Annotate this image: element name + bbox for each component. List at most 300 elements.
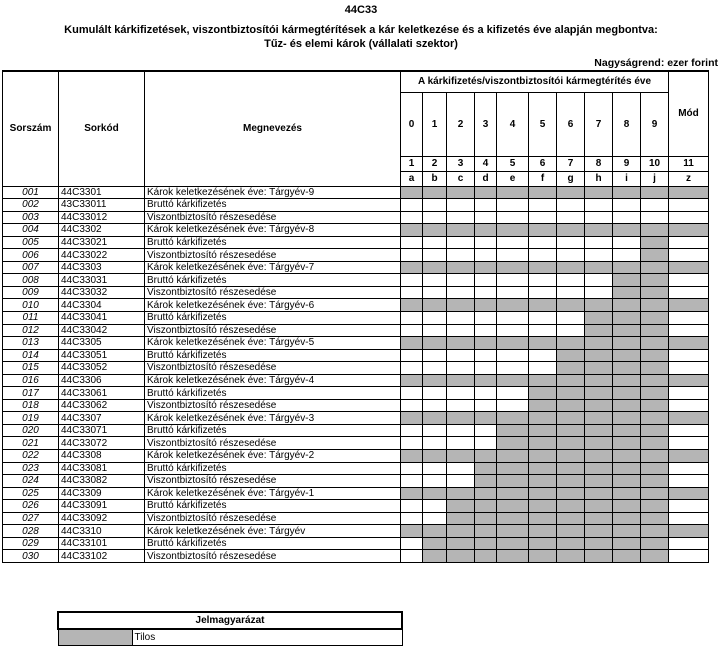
input-cell[interactable] — [497, 324, 529, 337]
input-cell[interactable] — [401, 311, 423, 324]
legend-title: Jelmagyarázat — [58, 612, 402, 629]
col-letter-b: b — [423, 171, 447, 186]
input-cell[interactable] — [497, 399, 529, 412]
input-cell[interactable] — [585, 236, 613, 249]
input-cell[interactable] — [669, 437, 709, 450]
row-label: Bruttó kárkifizetés — [145, 500, 401, 513]
forbidden-cell — [447, 500, 475, 513]
forbidden-cell — [557, 475, 585, 488]
input-cell[interactable] — [401, 424, 423, 437]
row-label: Károk keletkezésének éve: Tárgyév — [145, 525, 401, 538]
input-cell[interactable] — [447, 311, 475, 324]
forbidden-cell — [613, 299, 641, 312]
table-row — [3, 261, 709, 274]
input-cell[interactable] — [641, 199, 669, 212]
forbidden-cell — [529, 437, 557, 450]
input-cell[interactable] — [669, 311, 709, 324]
input-cell[interactable] — [669, 199, 709, 212]
input-cell[interactable] — [447, 236, 475, 249]
row-label: Viszontbiztosító részesedése — [145, 362, 401, 375]
input-cell[interactable] — [423, 500, 447, 513]
input-cell[interactable] — [401, 274, 423, 287]
forbidden-cell — [423, 487, 447, 500]
forbidden-cell — [613, 224, 641, 237]
forbidden-cell — [557, 399, 585, 412]
input-cell[interactable] — [529, 324, 557, 337]
input-cell[interactable] — [447, 399, 475, 412]
col-number-7: 7 — [557, 156, 585, 171]
table-row — [3, 249, 709, 262]
input-cell[interactable] — [423, 311, 447, 324]
row-code: 44C3304 — [59, 299, 145, 312]
row-number: 018 — [3, 399, 59, 412]
forbidden-cell — [585, 349, 613, 362]
input-cell[interactable] — [447, 199, 475, 212]
input-cell[interactable] — [401, 249, 423, 262]
input-cell[interactable] — [475, 274, 497, 287]
col-letter-z: z — [669, 171, 709, 186]
forbidden-cell — [641, 487, 669, 500]
input-cell[interactable] — [475, 199, 497, 212]
forbidden-cell — [585, 186, 613, 199]
input-cell[interactable] — [669, 286, 709, 299]
row-number: 030 — [3, 550, 59, 563]
col-number-3: 3 — [447, 156, 475, 171]
input-cell[interactable] — [475, 399, 497, 412]
input-cell[interactable] — [497, 311, 529, 324]
forbidden-cell — [613, 537, 641, 550]
forbidden-cell — [585, 224, 613, 237]
input-cell[interactable] — [497, 349, 529, 362]
forbidden-cell — [475, 525, 497, 538]
input-cell[interactable] — [529, 274, 557, 287]
input-cell[interactable] — [557, 274, 585, 287]
col-letter-a: a — [401, 171, 423, 186]
input-cell[interactable] — [423, 387, 447, 400]
row-code: 44C3308 — [59, 449, 145, 462]
row-code: 44C33052 — [59, 362, 145, 375]
forbidden-cell — [529, 399, 557, 412]
page-subtitle: Tűz- és elemi károk (vállalati szektor) — [264, 38, 458, 50]
forbidden-cell — [669, 186, 709, 199]
table-row — [3, 550, 709, 563]
forbidden-cell — [497, 462, 529, 475]
row-label: Bruttó kárkifizetés — [145, 387, 401, 400]
input-cell[interactable] — [669, 399, 709, 412]
forbidden-cell — [497, 424, 529, 437]
input-cell[interactable] — [447, 475, 475, 488]
forbidden-cell — [497, 537, 529, 550]
header-year-5: 5 — [529, 92, 557, 156]
row-code: 44C33031 — [59, 274, 145, 287]
input-cell[interactable] — [475, 249, 497, 262]
row-number: 027 — [3, 512, 59, 525]
table-row — [3, 449, 709, 462]
input-cell[interactable] — [447, 349, 475, 362]
forbidden-cell — [641, 249, 669, 262]
input-cell[interactable] — [613, 236, 641, 249]
input-cell[interactable] — [669, 274, 709, 287]
input-cell[interactable] — [669, 537, 709, 550]
row-label: Károk keletkezésének éve: Tárgyév-7 — [145, 261, 401, 274]
row-code: 44C33021 — [59, 236, 145, 249]
input-cell[interactable] — [423, 249, 447, 262]
forbidden-cell — [497, 437, 529, 450]
input-cell[interactable] — [447, 424, 475, 437]
input-cell[interactable] — [669, 211, 709, 224]
forbidden-cell — [529, 387, 557, 400]
input-cell[interactable] — [529, 211, 557, 224]
row-label: Viszontbiztosító részesedése — [145, 437, 401, 450]
forbidden-cell — [475, 475, 497, 488]
table-row — [3, 387, 709, 400]
header-megnevezes: Megnevezés — [145, 71, 401, 186]
input-cell[interactable] — [423, 437, 447, 450]
forbidden-cell — [613, 487, 641, 500]
row-label: Bruttó kárkifizetés — [145, 199, 401, 212]
input-cell[interactable] — [423, 512, 447, 525]
input-cell[interactable] — [557, 199, 585, 212]
row-code: 44C33032 — [59, 286, 145, 299]
forbidden-cell — [585, 374, 613, 387]
input-cell[interactable] — [641, 211, 669, 224]
header-year-8: 8 — [613, 92, 641, 156]
table-row — [3, 424, 709, 437]
forbidden-cell — [529, 512, 557, 525]
input-cell[interactable] — [447, 211, 475, 224]
forbidden-cell — [557, 224, 585, 237]
header-year-7: 7 — [585, 92, 613, 156]
forbidden-cell — [641, 449, 669, 462]
row-label: Károk keletkezésének éve: Tárgyév-3 — [145, 412, 401, 425]
input-cell[interactable] — [585, 249, 613, 262]
forbidden-cell — [497, 525, 529, 538]
forbidden-cell — [641, 362, 669, 375]
row-code: 44C3307 — [59, 412, 145, 425]
input-cell[interactable] — [447, 437, 475, 450]
input-cell[interactable] — [401, 349, 423, 362]
input-cell[interactable] — [669, 387, 709, 400]
forbidden-cell — [497, 299, 529, 312]
forbidden-cell — [641, 475, 669, 488]
row-label: Bruttó kárkifizetés — [145, 537, 401, 550]
header-sorkod: Sorkód — [59, 71, 145, 186]
data-table — [2, 70, 709, 563]
row-number: 006 — [3, 249, 59, 262]
forbidden-cell — [447, 337, 475, 350]
input-cell[interactable] — [423, 362, 447, 375]
row-code: 44C33081 — [59, 462, 145, 475]
forbidden-cell — [613, 286, 641, 299]
input-cell[interactable] — [475, 437, 497, 450]
forbidden-cell — [669, 374, 709, 387]
input-cell[interactable] — [529, 236, 557, 249]
forbidden-cell — [557, 186, 585, 199]
input-cell[interactable] — [447, 324, 475, 337]
forbidden-cell — [585, 299, 613, 312]
forbidden-cell — [641, 337, 669, 350]
forbidden-cell — [613, 311, 641, 324]
input-cell[interactable] — [613, 199, 641, 212]
input-cell[interactable] — [529, 349, 557, 362]
input-cell[interactable] — [557, 236, 585, 249]
input-cell[interactable] — [447, 286, 475, 299]
input-cell[interactable] — [475, 424, 497, 437]
forbidden-cell — [585, 512, 613, 525]
header-mod: Mód — [669, 71, 709, 156]
header-year-4: 4 — [497, 92, 529, 156]
input-cell[interactable] — [401, 512, 423, 525]
input-cell[interactable] — [401, 211, 423, 224]
input-cell[interactable] — [529, 199, 557, 212]
col-letter-i: i — [613, 171, 641, 186]
legend-label: Tilos — [132, 629, 402, 646]
input-cell[interactable] — [401, 462, 423, 475]
forbidden-cell — [613, 362, 641, 375]
forbidden-cell — [557, 437, 585, 450]
forbidden-cell — [475, 299, 497, 312]
input-cell[interactable] — [423, 462, 447, 475]
header-year-6: 6 — [557, 92, 585, 156]
forbidden-cell — [447, 412, 475, 425]
forbidden-cell — [557, 462, 585, 475]
forbidden-cell — [475, 374, 497, 387]
forbidden-cell — [475, 224, 497, 237]
input-cell[interactable] — [423, 286, 447, 299]
input-cell[interactable] — [669, 512, 709, 525]
input-cell[interactable] — [669, 236, 709, 249]
input-cell[interactable] — [497, 286, 529, 299]
input-cell[interactable] — [497, 211, 529, 224]
forbidden-cell — [529, 462, 557, 475]
input-cell[interactable] — [475, 311, 497, 324]
input-cell[interactable] — [423, 199, 447, 212]
input-cell[interactable] — [401, 550, 423, 563]
forbidden-cell — [585, 362, 613, 375]
row-number: 023 — [3, 462, 59, 475]
input-cell[interactable] — [557, 311, 585, 324]
forbidden-cell — [585, 412, 613, 425]
input-cell[interactable] — [401, 324, 423, 337]
input-cell[interactable] — [497, 274, 529, 287]
forbidden-cell — [669, 487, 709, 500]
input-cell[interactable] — [423, 211, 447, 224]
input-cell[interactable] — [401, 399, 423, 412]
input-cell[interactable] — [475, 324, 497, 337]
forbidden-cell — [613, 475, 641, 488]
input-cell[interactable] — [475, 286, 497, 299]
input-cell[interactable] — [423, 349, 447, 362]
col-number-2: 2 — [423, 156, 447, 171]
forbidden-cell — [401, 487, 423, 500]
input-cell[interactable] — [585, 274, 613, 287]
row-number: 029 — [3, 537, 59, 550]
page-title: Kumulált kárkifizetések, viszontbiztosítói kármegtérítések a kár keletkezése és a kifizetés éve alapján megbontva: — [64, 24, 658, 36]
input-cell[interactable] — [497, 362, 529, 375]
forbidden-cell — [447, 299, 475, 312]
forbidden-cell — [641, 274, 669, 287]
input-cell[interactable] — [669, 249, 709, 262]
input-cell[interactable] — [529, 362, 557, 375]
forbidden-cell — [585, 475, 613, 488]
input-cell[interactable] — [497, 236, 529, 249]
forbidden-cell — [641, 500, 669, 513]
forbidden-cell — [613, 387, 641, 400]
forbidden-cell — [641, 537, 669, 550]
forbidden-cell — [613, 324, 641, 337]
input-cell[interactable] — [669, 362, 709, 375]
input-cell[interactable] — [529, 249, 557, 262]
input-cell[interactable] — [557, 249, 585, 262]
input-cell[interactable] — [669, 324, 709, 337]
forbidden-cell — [401, 186, 423, 199]
row-number: 004 — [3, 224, 59, 237]
col-letter-e: e — [497, 171, 529, 186]
forbidden-cell — [641, 186, 669, 199]
table-row — [3, 311, 709, 324]
input-cell[interactable] — [423, 424, 447, 437]
input-cell[interactable] — [447, 249, 475, 262]
input-cell[interactable] — [401, 437, 423, 450]
input-cell[interactable] — [401, 537, 423, 550]
forbidden-cell — [669, 412, 709, 425]
input-cell[interactable] — [613, 249, 641, 262]
col-number-10: 10 — [641, 156, 669, 171]
input-cell[interactable] — [447, 462, 475, 475]
input-cell[interactable] — [497, 387, 529, 400]
col-letter-d: d — [475, 171, 497, 186]
table-row — [3, 299, 709, 312]
table-row — [3, 211, 709, 224]
forbidden-cell — [557, 487, 585, 500]
table-row — [3, 324, 709, 337]
input-cell[interactable] — [447, 274, 475, 287]
input-cell[interactable] — [423, 274, 447, 287]
input-cell[interactable] — [401, 199, 423, 212]
forbidden-cell — [423, 261, 447, 274]
forbidden-cell — [475, 449, 497, 462]
forbidden-cell — [669, 261, 709, 274]
input-cell[interactable] — [669, 475, 709, 488]
input-cell[interactable] — [497, 199, 529, 212]
forbidden-cell — [557, 299, 585, 312]
row-code: 44C3309 — [59, 487, 145, 500]
col-number-1: 1 — [401, 156, 423, 171]
row-number: 003 — [3, 211, 59, 224]
forbidden-cell — [423, 299, 447, 312]
input-cell[interactable] — [423, 475, 447, 488]
forbidden-cell — [557, 349, 585, 362]
input-cell[interactable] — [529, 311, 557, 324]
row-number: 019 — [3, 412, 59, 425]
forbidden-cell — [613, 525, 641, 538]
input-cell[interactable] — [475, 387, 497, 400]
input-cell[interactable] — [447, 387, 475, 400]
forbidden-cell — [475, 500, 497, 513]
row-code: 44C33071 — [59, 424, 145, 437]
header-sorszam: Sorszám — [3, 71, 59, 186]
input-cell[interactable] — [585, 199, 613, 212]
row-code: 44C3302 — [59, 224, 145, 237]
row-code: 44C33072 — [59, 437, 145, 450]
header-year-0: 0 — [401, 92, 423, 156]
table-row — [3, 537, 709, 550]
forbidden-cell — [585, 449, 613, 462]
col-number-11: 11 — [669, 156, 709, 171]
row-number: 015 — [3, 362, 59, 375]
input-cell[interactable] — [423, 236, 447, 249]
forbidden-cell — [669, 224, 709, 237]
row-number: 028 — [3, 525, 59, 538]
input-cell[interactable] — [613, 211, 641, 224]
forbidden-cell — [423, 374, 447, 387]
input-cell[interactable] — [557, 324, 585, 337]
input-cell[interactable] — [585, 211, 613, 224]
table-row — [3, 337, 709, 350]
row-code: 43C33011 — [59, 199, 145, 212]
row-label: Bruttó kárkifizetés — [145, 424, 401, 437]
input-cell[interactable] — [401, 362, 423, 375]
forbidden-cell — [585, 487, 613, 500]
forbidden-cell — [585, 500, 613, 513]
forbidden-cell — [475, 337, 497, 350]
input-cell[interactable] — [447, 362, 475, 375]
forbidden-cell — [497, 487, 529, 500]
input-cell[interactable] — [475, 362, 497, 375]
forbidden-cell — [529, 500, 557, 513]
forbidden-cell — [557, 412, 585, 425]
row-number: 016 — [3, 374, 59, 387]
input-cell[interactable] — [669, 462, 709, 475]
forbidden-cell — [641, 550, 669, 563]
input-cell[interactable] — [529, 286, 557, 299]
input-cell[interactable] — [401, 475, 423, 488]
forbidden-cell — [613, 462, 641, 475]
forbidden-cell — [475, 537, 497, 550]
input-cell[interactable] — [669, 550, 709, 563]
table-row — [3, 286, 709, 299]
input-cell[interactable] — [423, 399, 447, 412]
forbidden-cell — [401, 412, 423, 425]
row-label: Bruttó kárkifizetés — [145, 274, 401, 287]
header-year-group: A kárkifizetés/viszontbiztosítói kármegtérítés éve — [401, 71, 669, 92]
input-cell[interactable] — [557, 211, 585, 224]
row-label: Viszontbiztosító részesedése — [145, 324, 401, 337]
input-cell[interactable] — [401, 286, 423, 299]
input-cell[interactable] — [401, 387, 423, 400]
forbidden-cell — [447, 374, 475, 387]
input-cell[interactable] — [557, 286, 585, 299]
forbidden-cell — [613, 500, 641, 513]
input-cell[interactable] — [669, 500, 709, 513]
input-cell[interactable] — [669, 424, 709, 437]
row-label: Viszontbiztosító részesedése — [145, 399, 401, 412]
input-cell[interactable] — [475, 236, 497, 249]
forbidden-cell — [529, 374, 557, 387]
input-cell[interactable] — [423, 324, 447, 337]
input-cell[interactable] — [475, 349, 497, 362]
input-cell[interactable] — [401, 500, 423, 513]
input-cell[interactable] — [497, 249, 529, 262]
input-cell[interactable] — [475, 211, 497, 224]
input-cell[interactable] — [585, 286, 613, 299]
input-cell[interactable] — [669, 349, 709, 362]
input-cell[interactable] — [401, 236, 423, 249]
row-label: Viszontbiztosító részesedése — [145, 211, 401, 224]
forbidden-cell — [497, 475, 529, 488]
forbidden-cell — [447, 512, 475, 525]
row-number: 002 — [3, 199, 59, 212]
